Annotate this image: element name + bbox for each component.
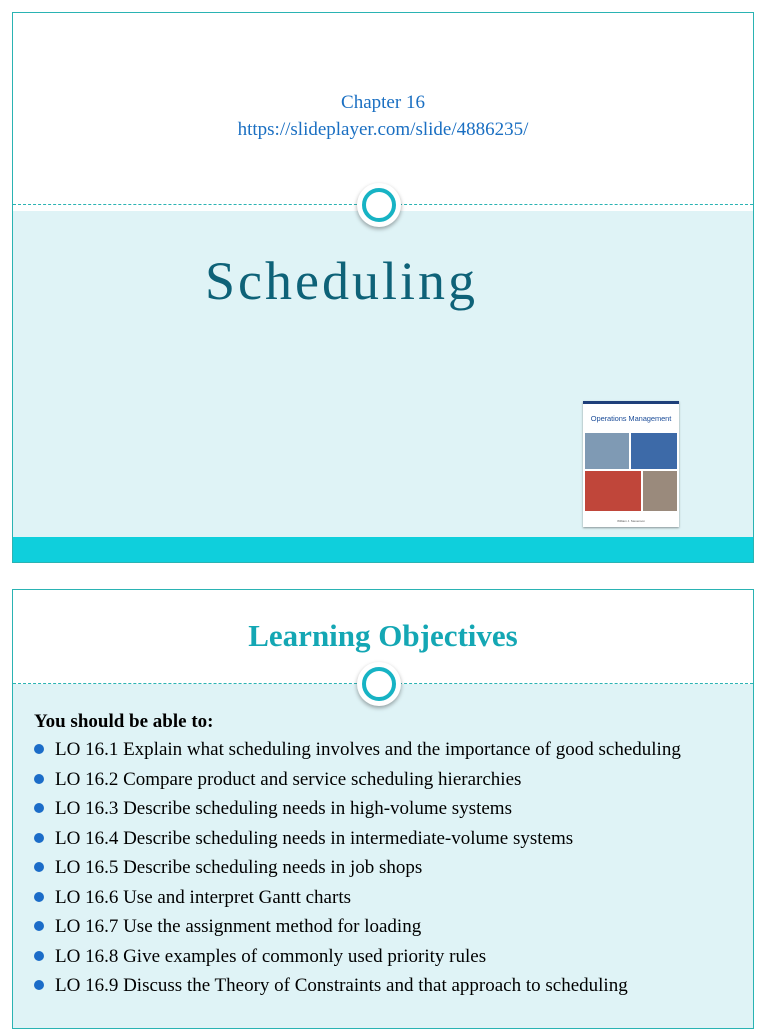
slide-title: Learning Objectives [248, 618, 518, 653]
objective-text: LO 16.7 Use the assignment method for loading [55, 916, 422, 937]
list-item [34, 738, 734, 763]
list-item [34, 856, 734, 881]
book-cover-bar [583, 401, 679, 404]
objective-text: LO 16.3 Describe scheduling needs in high-volume systems [55, 798, 512, 819]
objective-text: LO 16.5 Describe scheduling needs in job shops [55, 857, 423, 878]
list-item [34, 797, 734, 822]
book-photo [585, 433, 629, 469]
bullet-icon [34, 892, 44, 902]
source-url: https://slideplayer.com/slide/4886235/ [237, 119, 529, 140]
title-slide [12, 12, 754, 563]
bullet-icon [34, 951, 44, 961]
list-item [34, 974, 734, 999]
slide-title: Scheduling [205, 251, 478, 311]
chapter-label: Chapter 16 [341, 92, 425, 113]
objective-text: LO 16.1 Explain what scheduling involves and the importance of good scheduling [55, 739, 681, 760]
footer-bar [13, 537, 753, 563]
list-item [34, 915, 734, 940]
list-item [34, 768, 734, 793]
objective-text: LO 16.2 Compare product and service scheduling hierarchies [55, 768, 522, 790]
objective-text: LO 16.9 Discuss the Theory of Constraints and that approach to scheduling [55, 975, 628, 996]
objective-text: LO 16.4 Describe scheduling needs in intermediate-volume systems [55, 827, 574, 849]
title-slide-header [13, 13, 753, 205]
objectives-intro: You should be able to: [34, 711, 214, 732]
objective-text: LO 16.6 Use and interpret Gantt charts [55, 886, 351, 908]
objectives-list [34, 738, 734, 1004]
list-item [34, 945, 734, 970]
book-cover-image [583, 401, 679, 527]
list-item [34, 886, 734, 911]
bullet-icon [34, 774, 44, 784]
book-cover-title: Operations Management [590, 414, 672, 423]
book-photo [643, 471, 677, 511]
book-photo [585, 471, 641, 511]
circle-ornament-icon [357, 662, 401, 706]
bullet-icon [34, 862, 44, 872]
objective-text: LO 16.8 Give examples of commonly used priority rules [55, 945, 487, 967]
book-cover-author: William J. Stevenson [617, 519, 645, 523]
bullet-icon [34, 980, 44, 990]
objectives-slide [12, 589, 754, 1029]
bullet-icon [34, 803, 44, 813]
bullet-icon [34, 921, 44, 931]
list-item [34, 827, 734, 852]
bullet-icon [34, 833, 44, 843]
circle-ornament-icon [357, 183, 401, 227]
book-photo [631, 433, 677, 469]
bullet-icon [34, 744, 44, 754]
